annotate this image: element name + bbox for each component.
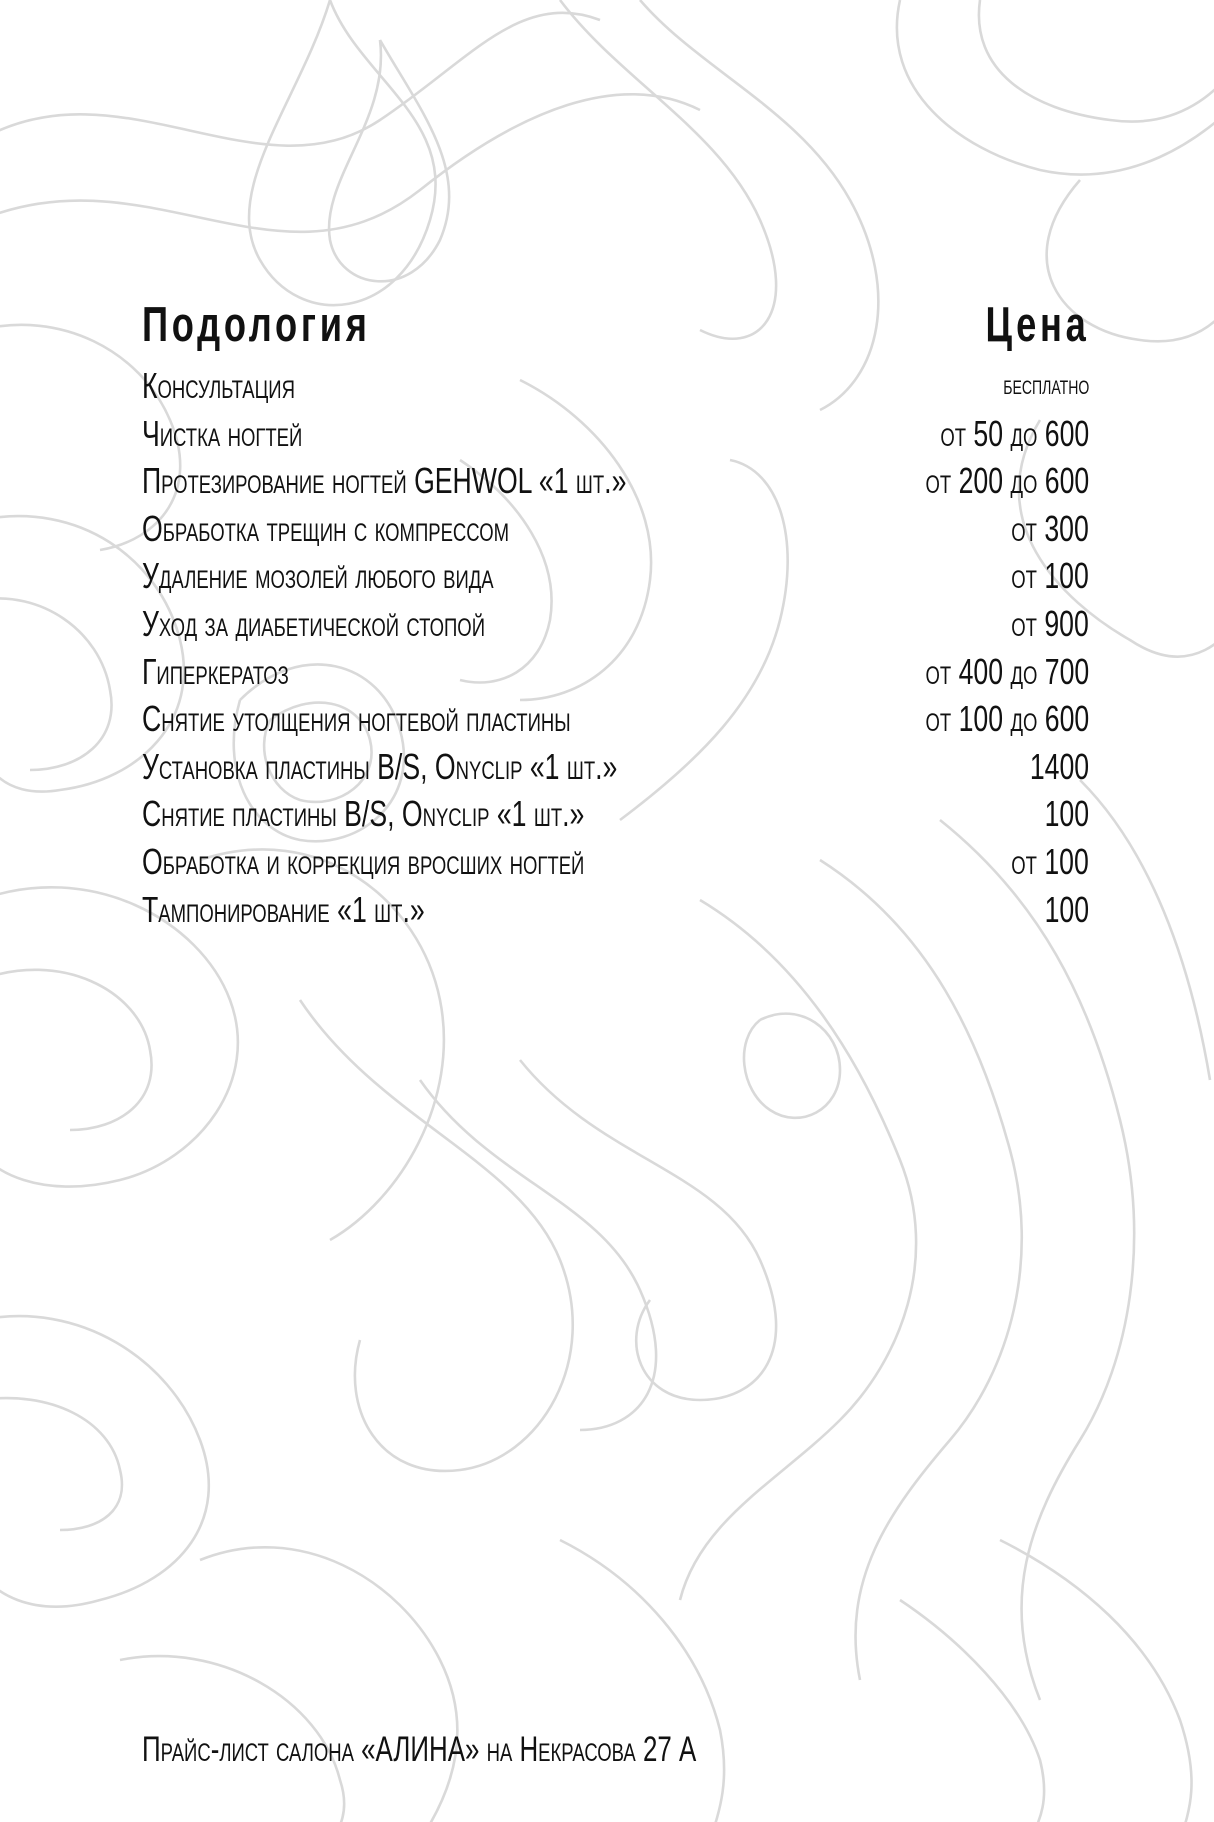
- service-name: Чистка ногтей: [142, 412, 303, 454]
- service-name: Гиперкератоз: [142, 650, 289, 692]
- service-row-tamponade: [142, 886, 1089, 934]
- service-row-nail-cleaning: [142, 410, 1089, 458]
- service-row-hyperkeratosis: [142, 648, 1089, 696]
- service-price: от 200 до 600: [925, 460, 1089, 502]
- service-row-callus-removal: [142, 552, 1089, 600]
- section-title: Подология: [142, 298, 371, 352]
- service-price: от 100: [1011, 840, 1089, 882]
- service-row-nail-thickening-removal: [142, 695, 1089, 743]
- service-name: Обработка и коррекция вросших ногтей: [142, 840, 585, 882]
- service-price: от 100: [1011, 555, 1089, 597]
- service-price: от 900: [1011, 602, 1089, 644]
- service-name: Протезирование ногтей GEHWOL «1 шт.»: [142, 460, 627, 502]
- service-row-plate-installation: [142, 743, 1089, 791]
- service-row-crack-treatment: [142, 505, 1089, 553]
- price-column-heading: Цена: [985, 298, 1089, 352]
- price-list-header: [142, 296, 1089, 354]
- service-name: Снятие утолщения ногтевой пластины: [142, 698, 571, 740]
- service-price: от 100 до 600: [925, 698, 1089, 740]
- service-row-nail-prosthetics: [142, 457, 1089, 505]
- service-row-plate-removal: [142, 790, 1089, 838]
- service-name: Установка пластины B/S, Onyclip «1 шт.»: [142, 745, 618, 787]
- service-row-ingrown-nail-correction: [142, 838, 1089, 886]
- service-row-consultation: [142, 362, 1089, 410]
- salon-footer: [142, 1727, 891, 1773]
- service-price: 100: [1044, 793, 1089, 835]
- service-name: Консультация: [142, 365, 295, 406]
- service-name: Тампонирование «1 шт.»: [142, 888, 425, 930]
- service-price: от 50 до 600: [940, 412, 1089, 454]
- salon-address-note: Прайс-лист салона «АЛИНА» на Некрасова 27 А: [142, 1730, 697, 1769]
- services-list: [142, 362, 1089, 933]
- service-name: Обработка трещин с компрессом: [142, 507, 510, 549]
- service-name: Уход за диабетической стопой: [142, 602, 486, 644]
- service-price: бесплатно: [1002, 370, 1089, 400]
- service-price: от 300: [1011, 507, 1089, 549]
- service-name: Удаление мозолей любого вида: [142, 555, 494, 597]
- service-price: 100: [1044, 888, 1089, 930]
- service-price: от 400 до 700: [925, 650, 1089, 692]
- service-price: 1400: [1029, 745, 1089, 787]
- service-name: Снятие пластины B/S, Onyclip «1 шт.»: [142, 793, 585, 835]
- service-row-diabetic-foot-care: [142, 600, 1089, 648]
